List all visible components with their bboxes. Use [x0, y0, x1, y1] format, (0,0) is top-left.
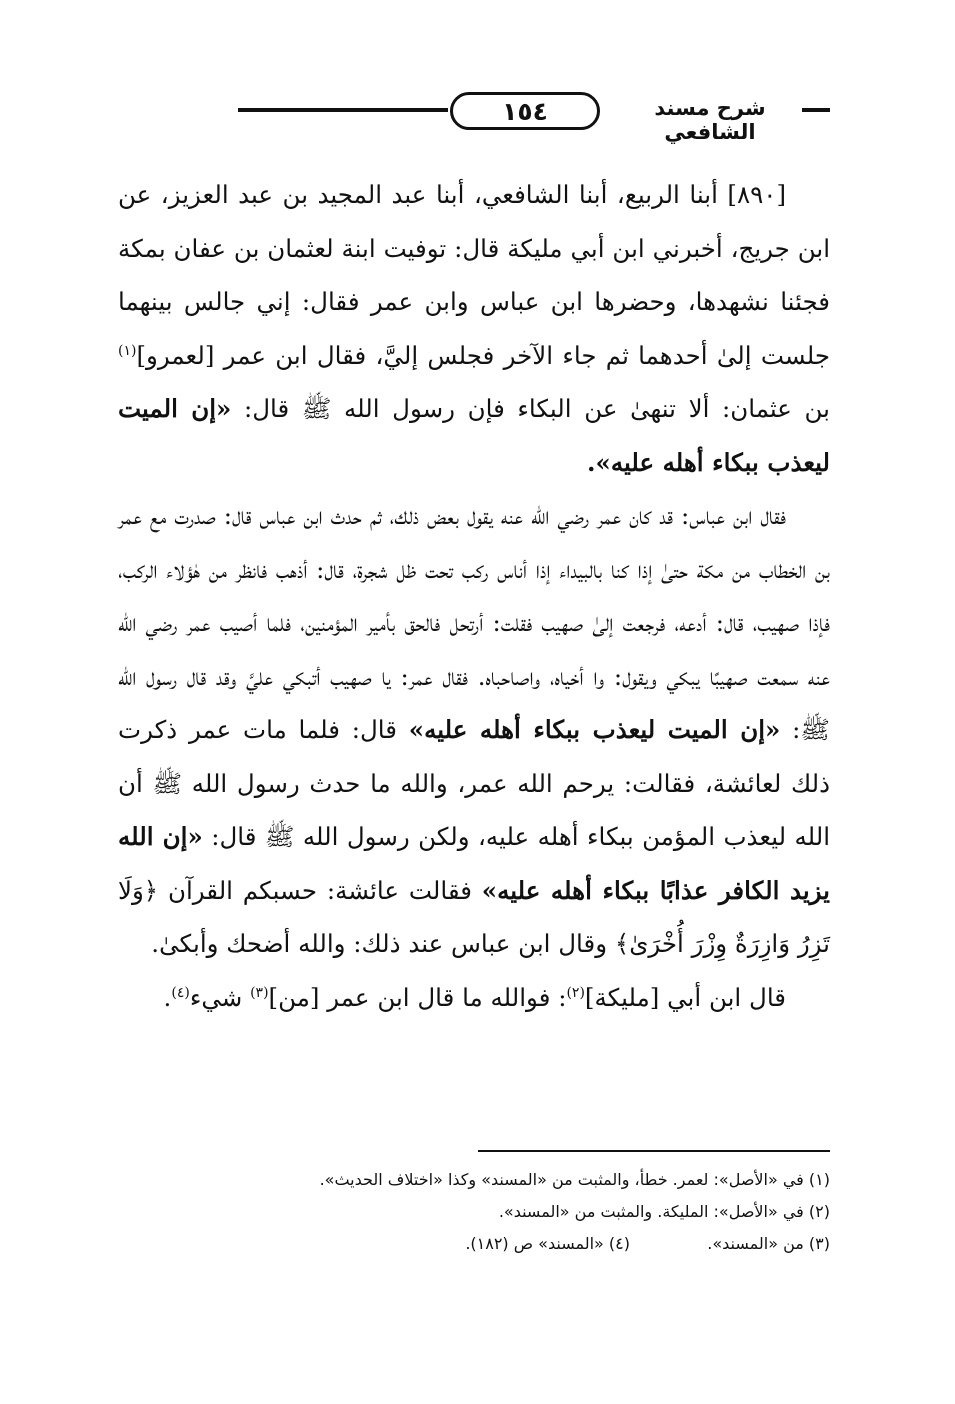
- para3-text-b: : فوالله ما قال ابن عمر [من]: [268, 982, 567, 1012]
- para3-text-c: شيء: [189, 982, 251, 1012]
- footnote-1: (١) في «الأصل»: لعمر. خطأ، والمثبت من «المسند» وكذا «اختلاف الحديث».: [319, 1170, 830, 1189]
- para3-text-d: .: [163, 982, 172, 1012]
- footnote-4: (٤) «المسند» ص (١٨٢).: [465, 1234, 630, 1253]
- running-title: شرح مسند الشافعي: [618, 96, 802, 144]
- footnote-ref-2: (٢): [566, 984, 585, 1001]
- paragraph-3: [118, 971, 830, 1025]
- header-rule-left: [238, 108, 448, 112]
- footnote-ref-1: (١): [118, 342, 137, 359]
- paragraph-2: [118, 489, 830, 971]
- para2-text-c: فقالت عائشة: حسبكم القرآن ﴿وَلَا تَزِرُ وَازِرَةٌ وِزْرَ أُخْرَىٰ﴾ وقال ابن عباس عند ذلك: والله أضحك وأبكىٰ.: [118, 875, 830, 958]
- para1-text-b: بن عثمان: ألا تنهىٰ عن البكاء فإن رسول الله ﷺ قال:: [231, 394, 830, 423]
- footnote-2: (٢) في «الأصل»: المليكة. والمثبت من «المسند».: [498, 1202, 830, 1221]
- footnote-ref-3: (٣): [250, 984, 269, 1001]
- para2-text: فقال ابن عباس: قد كان عمر رضي الله عنه يقول بعض ذلك، ثم حدث ابن عباس قال: صدرت مع عمر بن الخطاب من مكة حتىٰ إذا كنا بالبيداء إذا أناس ركب تحت ظل شجرة، قال: أذهب فانظر من هٰؤلاء الركب، فإذا صهيب، قال: أدعه، فرجعت إلىٰ صهيب فقلت: أرتحل فالحق بأمير المؤمنين، فلما أصيب عمر رضي الله عنه سمعت صهيبًا يبكي ويقول: وا أخياه، واصاحباه. فقال عمر: يا صهيب أتبكي عليَّ وقد قال رسول الله ﷺ:: [118, 501, 830, 744]
- para2-text-b: قال: فلما مات عمر ذكرت ذلك لعائشة، فقالت: يرحم الله عمر، والله ما حدث رسول الله ﷺ أن الله ليعذب المؤمن ببكاء أهله عليه، ولكن رسول الله ﷺ قال:: [118, 715, 831, 851]
- main-text: [118, 168, 830, 1024]
- hadith-quote-2: «إن الميت ليعذب ببكاء أهله عليه»: [408, 715, 781, 744]
- page-header: [118, 86, 830, 144]
- paragraph-1: [118, 168, 830, 489]
- footnote-ref-4: (٤): [171, 984, 190, 1001]
- hadith-quote-3: «إن الله يزيد الكافر عذابًا ببكاء أهله عليه»: [118, 822, 830, 905]
- footnote-row-3-4: [118, 1228, 830, 1260]
- footnote-3: (٣) من «المسند».: [707, 1234, 830, 1253]
- footnotes: [118, 1164, 830, 1260]
- footnote-separator: [478, 1150, 830, 1152]
- para1-text: [٨٩٠] أبنا الربيع، أبنا الشافعي، أبنا عبد المجيد بن عبد العزيز، عن ابن جريج، أخبرني ابن أبي مليكة قال: توفيت ابنة لعثمان بن عفان بمكة فجئنا نشهدها، وحضرها ابن عباس وابن عمر فقال: إني جالس بينهما جلست إلىٰ أحدهما ثم جاء الآخر فجلس إليَّ، فقال ابن عمر [لعمرو]: [118, 180, 830, 370]
- hadith-quote-1: «إن الميت ليعذب ببكاء أهله عليه».: [118, 394, 830, 477]
- page-number: ١٥٤: [450, 92, 600, 130]
- para3-text: قال ابن أبي [مليكة]: [584, 982, 786, 1012]
